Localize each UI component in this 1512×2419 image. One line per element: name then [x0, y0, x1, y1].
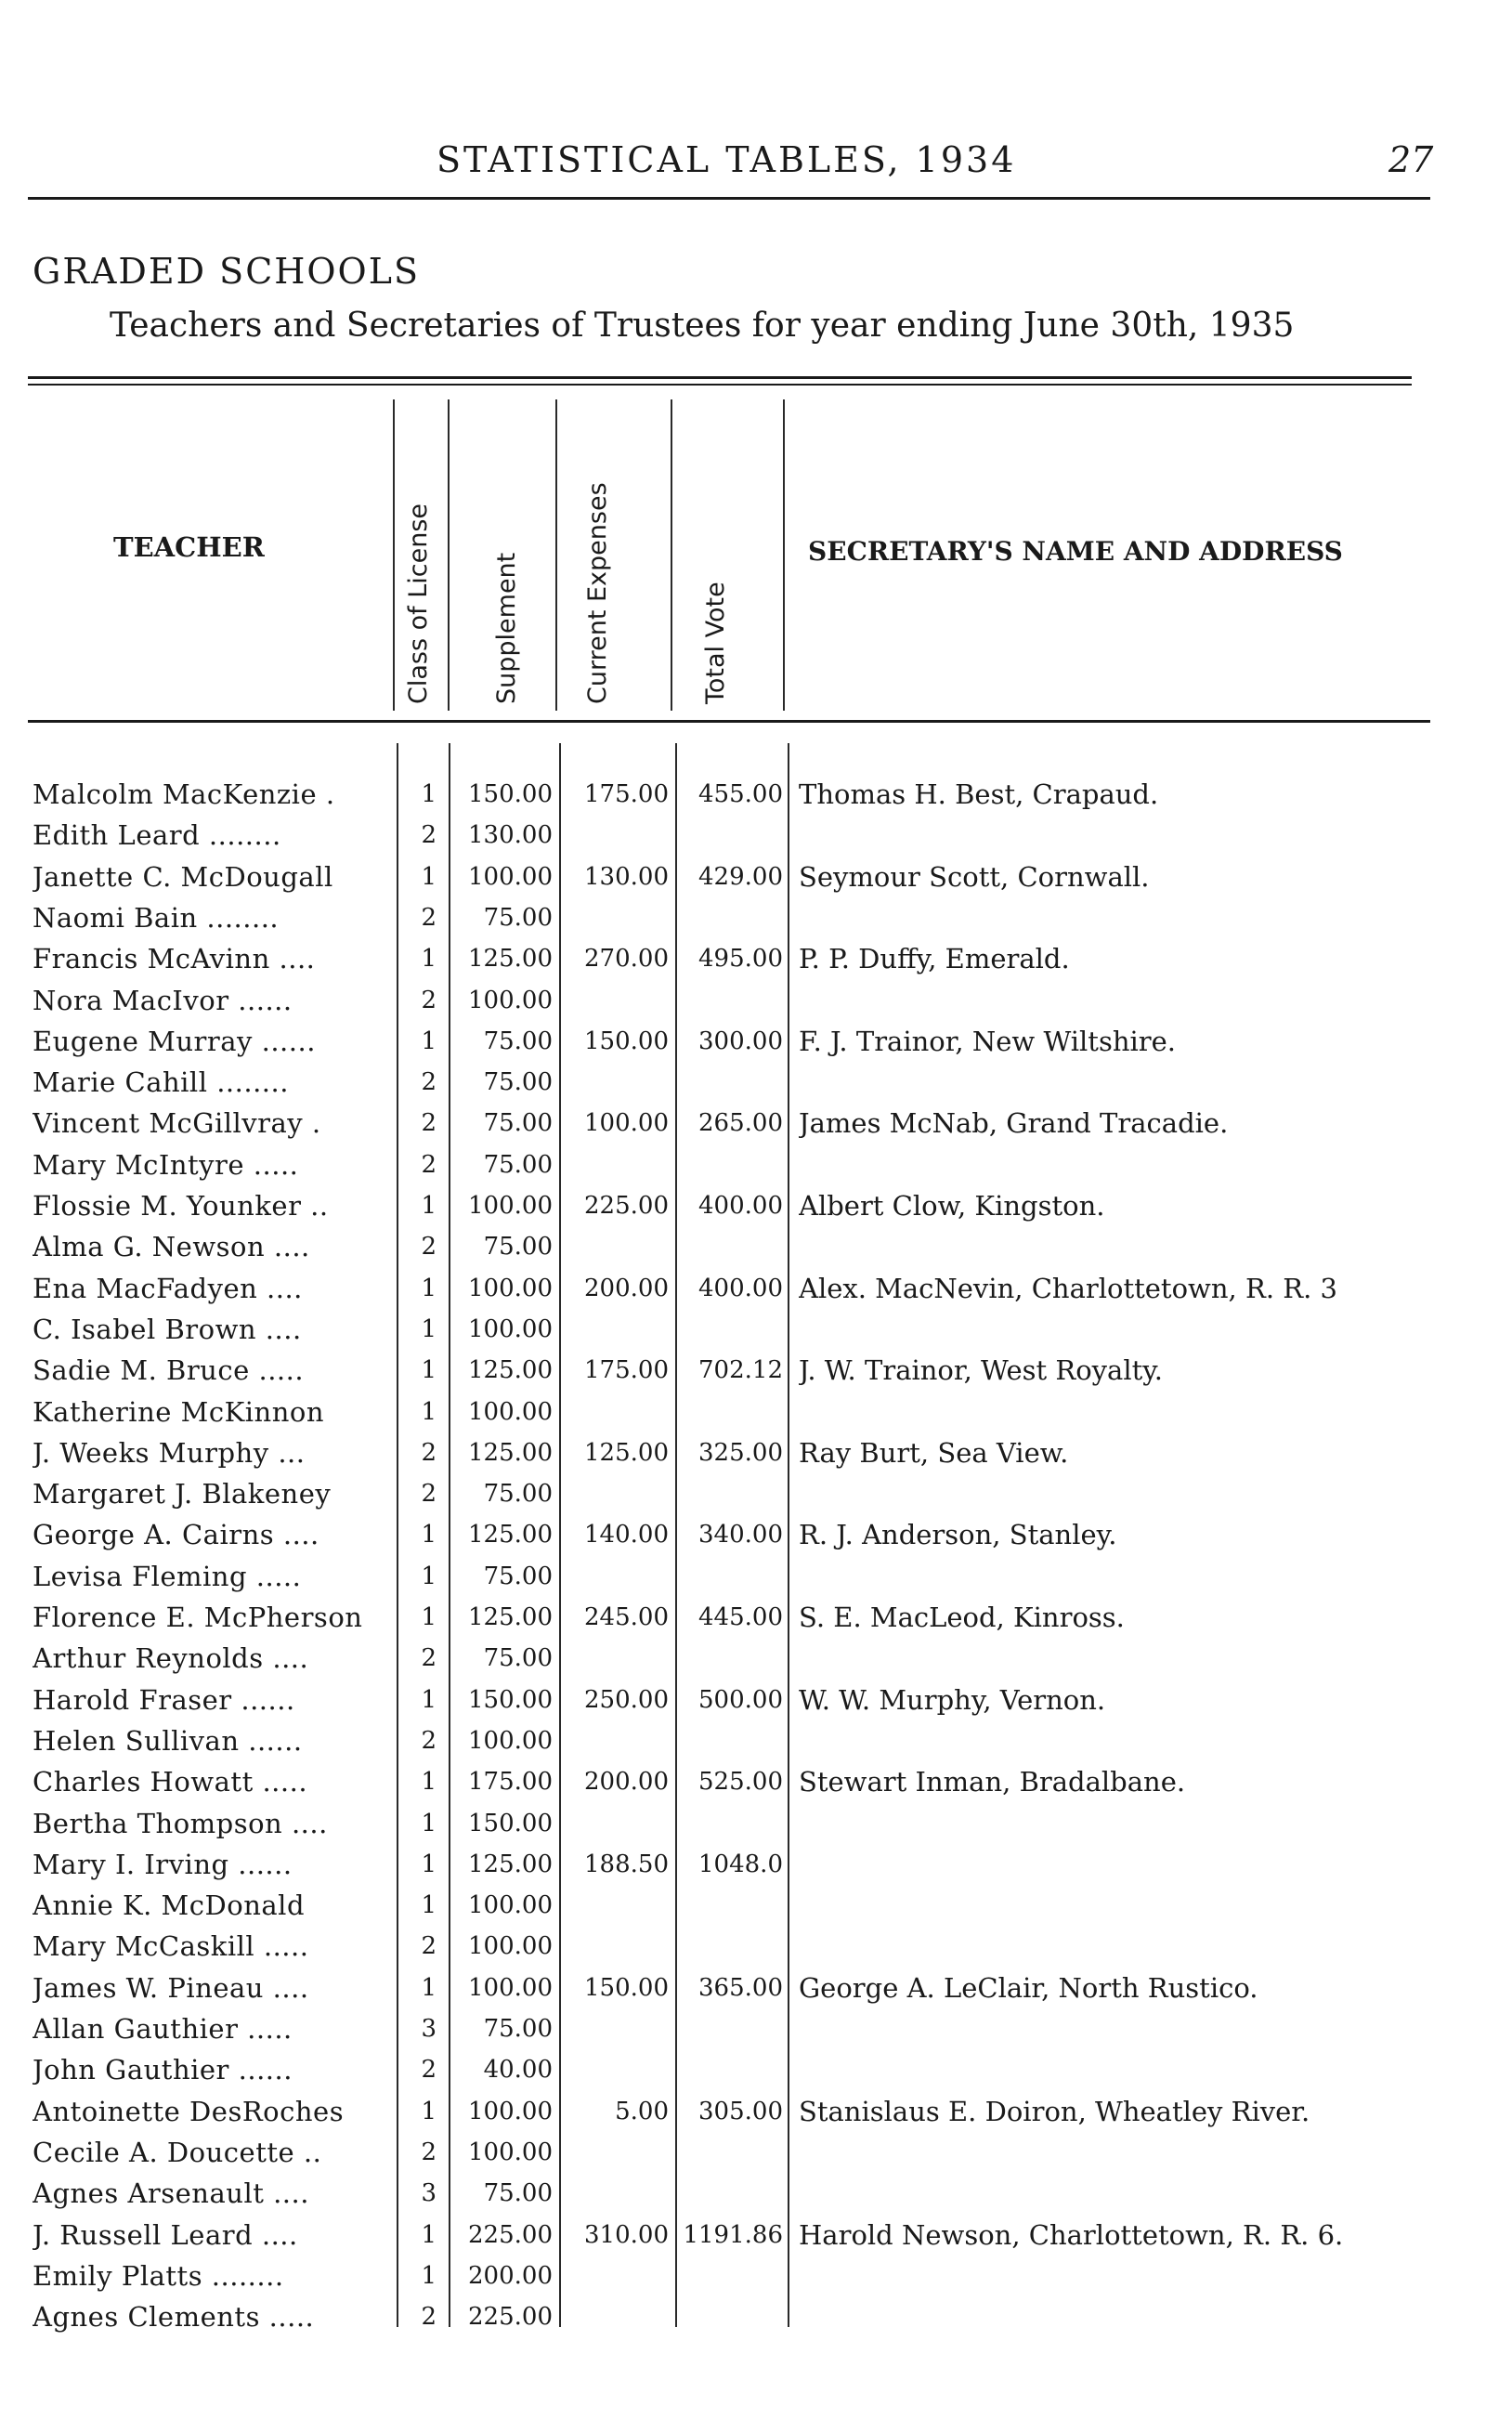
total-vote-amount: 300.00 [698, 1027, 783, 1055]
class-of-license: 1 [421, 1398, 437, 1426]
class-of-license: 2 [421, 1068, 437, 1096]
class-of-license: 1 [421, 1027, 437, 1055]
current-expenses-amount [567, 2051, 669, 2088]
total-vote-amount [683, 1928, 783, 1965]
class-of-license: 2 [421, 1727, 437, 1755]
current-expenses-amount: 150.00 [584, 1027, 669, 1055]
secretary-name-address [799, 1311, 1505, 1348]
supplement-amount: 75.00 [483, 1027, 553, 1055]
teacher-name: Agnes Arsenault .... [33, 2177, 309, 2209]
current-expenses-amount [567, 1805, 669, 1842]
header-bottom-rule [28, 720, 1430, 723]
total-vote-amount [683, 2051, 783, 2088]
secretary-name-address [799, 2051, 1505, 2088]
secretary-name-address: J. W. Trainor, West Royalty. [799, 1354, 1164, 1386]
class-of-license: 1 [421, 1974, 437, 2002]
supplement-amount: 175.00 [468, 1768, 553, 1796]
header-divider [783, 399, 785, 711]
supplement-amount: 100.00 [468, 1315, 553, 1343]
class-of-license: 1 [421, 1275, 437, 1302]
total-vote-amount [683, 2134, 783, 2171]
class-of-license: 2 [421, 2303, 437, 2331]
teacher-name: Antoinette DesRoches [33, 2096, 345, 2127]
current-expenses-amount: 175.00 [584, 780, 669, 808]
secretary-name-address [799, 1064, 1505, 1101]
supplement-amount: 100.00 [468, 1192, 553, 1220]
supplement-amount: 130.00 [468, 821, 553, 849]
supplement-amount: 100.00 [468, 1891, 553, 1919]
header-divider [555, 399, 557, 711]
secretary-name-address [799, 2134, 1505, 2171]
secretary-name-address [799, 1228, 1505, 1265]
header-divider [671, 399, 672, 711]
supplement-amount: 100.00 [468, 1398, 553, 1426]
teacher-name: Harold Fraser ...... [33, 1684, 295, 1716]
current-expenses-amount: 140.00 [584, 1521, 669, 1549]
secretary-name-address [799, 1722, 1505, 1759]
total-vote-amount: 305.00 [698, 2098, 783, 2125]
total-vote-amount: 445.00 [698, 1603, 783, 1631]
supplement-amount: 75.00 [483, 1068, 553, 1096]
current-expenses-amount: 200.00 [584, 1275, 669, 1302]
total-vote-amount: 495.00 [698, 945, 783, 973]
teacher-name: Allan Gauthier ..... [33, 2013, 293, 2045]
class-of-license: 1 [421, 1521, 437, 1549]
teacher-name: Janette C. McDougall [33, 861, 333, 893]
secretary-name-address [799, 1475, 1505, 1512]
secretary-name-address: Harold Newson, Charlottetown, R. R. 6. [799, 2219, 1344, 2251]
current-expenses-amount [567, 2257, 669, 2295]
column-divider [788, 743, 789, 2327]
current-expenses-amount: 100.00 [584, 1109, 669, 1137]
current-expenses-amount [567, 1228, 669, 1265]
current-expenses-amount [567, 1393, 669, 1431]
class-of-license: 1 [421, 1891, 437, 1919]
column-divider [449, 743, 450, 2327]
supplement-amount: 125.00 [468, 945, 553, 973]
teacher-name: Mary McIntyre ..... [33, 1149, 299, 1181]
total-vote-amount: 340.00 [698, 1521, 783, 1549]
supplement-amount: 150.00 [468, 1810, 553, 1837]
teacher-name: Alma G. Newson .... [33, 1231, 310, 1262]
secretary-name-address [799, 1846, 1505, 1883]
current-expenses-amount [567, 2134, 669, 2171]
teacher-name: C. Isabel Brown .... [33, 1314, 302, 1345]
total-vote-amount: 1048.0 [698, 1850, 783, 1878]
secretary-name-address: James McNab, Grand Tracadie. [799, 1107, 1229, 1139]
class-of-license: 1 [421, 780, 437, 808]
secretary-name-address [799, 817, 1505, 854]
running-title: STATISTICAL TABLES, 1934 [437, 139, 1017, 180]
class-of-license: 1 [421, 2098, 437, 2125]
class-of-license: 1 [421, 2221, 437, 2249]
secretary-name-address: W. W. Murphy, Vernon. [799, 1684, 1106, 1716]
class-of-license: 1 [421, 1686, 437, 1714]
class-of-license: 2 [421, 1480, 437, 1508]
secretary-column-header: SECRETARY'S NAME AND ADDRESS [808, 536, 1343, 567]
total-vote-amount [683, 982, 783, 1019]
current-expenses-amount: 245.00 [584, 1603, 669, 1631]
teacher-name: Annie K. McDonald [33, 1889, 306, 1921]
class-of-license: 2 [421, 1109, 437, 1137]
supplement-amount: 125.00 [468, 1356, 553, 1384]
supplement-amount: 225.00 [468, 2221, 553, 2249]
teacher-name: Flossie M. Younker .. [33, 1190, 329, 1222]
teacher-name: James W. Pineau .... [33, 1972, 309, 2004]
secretary-name-address [799, 899, 1505, 936]
supplement-amount: 40.00 [483, 2056, 553, 2084]
supplement-amount: 100.00 [468, 863, 553, 891]
supplement-amount: 125.00 [468, 1521, 553, 1549]
teacher-name: Naomi Bain ........ [33, 902, 280, 934]
total-vote-amount [683, 1558, 783, 1595]
supplement-amount: 100.00 [468, 1932, 553, 1960]
secretary-name-address: Thomas H. Best, Crapaud. [799, 778, 1159, 810]
supplement-amount: 75.00 [483, 1151, 553, 1179]
class-of-license: 2 [421, 987, 437, 1014]
section-title: GRADED SCHOOLS [33, 251, 420, 292]
total-vote-amount [683, 1805, 783, 1842]
current-expenses-amount [567, 1722, 669, 1759]
secretary-name-address [799, 2175, 1505, 2212]
class-of-license: 1 [421, 1563, 437, 1590]
total-vote-amount [683, 1311, 783, 1348]
current-expenses-amount [567, 1064, 669, 1101]
supplement-amount: 225.00 [468, 2303, 553, 2331]
total-vote-amount [683, 2257, 783, 2295]
class-of-license: 2 [421, 2056, 437, 2084]
supplement-amount: 75.00 [483, 2015, 553, 2043]
total-vote-amount: 500.00 [698, 1686, 783, 1714]
column-divider [397, 743, 398, 2327]
total-vote-amount [683, 1146, 783, 1183]
supplement-amount: 75.00 [483, 1109, 553, 1137]
total-vote-amount: 400.00 [698, 1275, 783, 1302]
class-of-license: 1 [421, 945, 437, 973]
header-divider [393, 399, 395, 711]
column-divider [559, 743, 561, 2327]
secretary-name-address [799, 2257, 1505, 2295]
total-vote-amount [683, 1722, 783, 1759]
current-expenses-amount [567, 817, 669, 854]
class-of-license: 2 [421, 1644, 437, 1672]
class-of-license: 2 [421, 1439, 437, 1467]
class-of-license: 1 [421, 1603, 437, 1631]
total-vote-amount [683, 1064, 783, 1101]
class-of-license: 1 [421, 1810, 437, 1837]
supplement-amount: 75.00 [483, 1233, 553, 1261]
supplement-amount: 150.00 [468, 1686, 553, 1714]
total-vote-amount: 702.12 [698, 1356, 783, 1384]
total-vote-amount [683, 817, 783, 854]
supplement-amount: 125.00 [468, 1850, 553, 1878]
secretary-name-address: F. J. Trainor, New Wiltshire. [799, 1026, 1177, 1057]
teacher-name: Vincent McGillvray . [33, 1107, 321, 1139]
supplement-amount: 75.00 [483, 1563, 553, 1590]
current-expenses-amount: 200.00 [584, 1768, 669, 1796]
secretary-name-address: George A. LeClair, North Rustico. [799, 1972, 1258, 2004]
supplement-amount: 100.00 [468, 1275, 553, 1302]
total-vote-amount: 365.00 [698, 1974, 783, 2002]
teacher-name: Agnes Clements ..... [33, 2301, 315, 2333]
teacher-name: Cecile A. Doucette .. [33, 2137, 322, 2168]
total-vote-amount: 325.00 [698, 1439, 783, 1467]
teacher-name: Marie Cahill ........ [33, 1066, 289, 1098]
class-of-license: 1 [421, 1315, 437, 1343]
secretary-name-address [799, 1887, 1505, 1924]
current-expenses-amount [567, 1887, 669, 1924]
teacher-name: Levisa Fleming ..... [33, 1561, 302, 1592]
teacher-name: Mary McCaskill ..... [33, 1930, 309, 1962]
total-vote-amount [683, 2175, 783, 2212]
total-vote-amount [683, 1393, 783, 1431]
supplement-amount: 75.00 [483, 1644, 553, 1672]
total-vote-amount: 455.00 [698, 780, 783, 808]
supplement-amount: 125.00 [468, 1603, 553, 1631]
supplement-amount: 100.00 [468, 2098, 553, 2125]
current-expenses-amount [567, 1928, 669, 1965]
current-expenses-amount: 250.00 [584, 1686, 669, 1714]
total-vote-amount [683, 2010, 783, 2047]
header-rule [28, 197, 1430, 200]
supplement-amount: 75.00 [483, 1480, 553, 1508]
teacher-name: Edith Leard ........ [33, 819, 281, 851]
supplement-header: Supplement [492, 552, 521, 704]
header-divider [448, 399, 450, 711]
table-top-rule-inner [28, 384, 1412, 386]
class-of-license: 2 [421, 1233, 437, 1261]
teacher-name: George A. Cairns .... [33, 1519, 319, 1550]
total-vote-amount [683, 1475, 783, 1512]
supplement-amount: 75.00 [483, 904, 553, 932]
supplement-amount: 100.00 [468, 987, 553, 1014]
total-vote-amount: 429.00 [698, 863, 783, 891]
column-divider [675, 743, 677, 2327]
teacher-name: J. Russell Leard .... [33, 2219, 298, 2251]
teacher-name: Helen Sullivan ...... [33, 1725, 303, 1757]
class-of-license: 2 [421, 1151, 437, 1179]
teacher-name: Ena MacFadyen .... [33, 1273, 303, 1304]
current-expenses-amount [567, 1311, 669, 1348]
current-expenses-amount [567, 2298, 669, 2335]
class-of-license: 2 [421, 2138, 437, 2166]
total-vote-amount: 525.00 [698, 1768, 783, 1796]
current-expenses-amount: 188.50 [584, 1850, 669, 1878]
class-of-license: 3 [421, 2015, 437, 2043]
current-expenses-amount: 310.00 [584, 2221, 669, 2249]
total-vote-amount [683, 2298, 783, 2335]
teacher-name: Malcolm MacKenzie . [33, 778, 335, 810]
current-expenses-amount [567, 1640, 669, 1677]
total-vote-amount: 265.00 [698, 1109, 783, 1137]
total-vote-header: Total Vote [701, 582, 730, 704]
current-expenses-header: Current Expenses [583, 482, 612, 704]
class-of-license: 2 [421, 904, 437, 932]
current-expenses-amount: 125.00 [584, 1439, 669, 1467]
current-expenses-amount [567, 982, 669, 1019]
teacher-name: Emily Platts ........ [33, 2260, 284, 2292]
class-of-license: 2 [421, 821, 437, 849]
supplement-amount: 200.00 [468, 2262, 553, 2290]
class-of-license: 1 [421, 2262, 437, 2290]
current-expenses-amount: 150.00 [584, 1974, 669, 2002]
secretary-name-address [799, 1393, 1505, 1431]
class-of-license: 1 [421, 1850, 437, 1878]
supplement-amount: 75.00 [483, 2179, 553, 2207]
section-subtitle: Teachers and Secretaries of Trustees for year ending June 30th, 1935 [110, 307, 1295, 345]
teacher-name: Eugene Murray ...... [33, 1026, 316, 1057]
secretary-name-address [799, 2010, 1505, 2047]
supplement-amount: 100.00 [468, 2138, 553, 2166]
page-number: 27 [1388, 139, 1434, 180]
current-expenses-amount: 175.00 [584, 1356, 669, 1384]
supplement-amount: 150.00 [468, 780, 553, 808]
secretary-name-address [799, 1928, 1505, 1965]
secretary-name-address: R. J. Anderson, Stanley. [799, 1519, 1117, 1550]
current-expenses-amount [567, 1146, 669, 1183]
current-expenses-amount: 225.00 [584, 1192, 669, 1220]
secretary-name-address [799, 1640, 1505, 1677]
teacher-name: Francis McAvinn .... [33, 943, 316, 974]
teacher-name: J. Weeks Murphy ... [33, 1437, 306, 1469]
current-expenses-amount: 270.00 [584, 945, 669, 973]
total-vote-amount [683, 899, 783, 936]
teacher-name: Charles Howatt ..... [33, 1766, 308, 1798]
current-expenses-amount [567, 2175, 669, 2212]
supplement-amount: 100.00 [468, 1974, 553, 2002]
teacher-name: Katherine McKinnon [33, 1396, 325, 1428]
teacher-name: Bertha Thompson .... [33, 1808, 328, 1839]
class-of-license-header: Class of License [404, 503, 433, 704]
current-expenses-amount: 5.00 [615, 2098, 669, 2125]
secretary-name-address [799, 2298, 1505, 2335]
teacher-name: Mary I. Irving ...... [33, 1849, 293, 1880]
class-of-license: 2 [421, 1932, 437, 1960]
class-of-license: 1 [421, 1356, 437, 1384]
teacher-name: Margaret J. Blakeney [33, 1478, 332, 1510]
class-of-license: 3 [421, 2179, 437, 2207]
current-expenses-amount [567, 1475, 669, 1512]
class-of-license: 1 [421, 1768, 437, 1796]
teacher-name: John Gauthier ...... [33, 2054, 293, 2086]
total-vote-amount [683, 1887, 783, 1924]
total-vote-amount [683, 1228, 783, 1265]
current-expenses-amount [567, 899, 669, 936]
supplement-amount: 100.00 [468, 1727, 553, 1755]
supplement-amount: 125.00 [468, 1439, 553, 1467]
secretary-name-address [799, 1146, 1505, 1183]
secretary-name-address: Albert Clow, Kingston. [799, 1190, 1105, 1222]
secretary-name-address [799, 1558, 1505, 1595]
teacher-name: Sadie M. Bruce ..... [33, 1354, 305, 1386]
teacher-name: Florence E. McPherson [33, 1602, 363, 1633]
total-vote-amount: 400.00 [698, 1192, 783, 1220]
secretary-name-address [799, 1805, 1505, 1842]
secretary-name-address: P. P. Duffy, Emerald. [799, 943, 1070, 974]
current-expenses-amount [567, 1558, 669, 1595]
secretary-name-address: Stewart Inman, Bradalbane. [799, 1766, 1186, 1798]
class-of-license: 1 [421, 1192, 437, 1220]
total-vote-amount [683, 1640, 783, 1677]
class-of-license: 1 [421, 863, 437, 891]
teacher-column-header: TEACHER [113, 531, 265, 563]
secretary-name-address: S. E. MacLeod, Kinross. [799, 1602, 1125, 1633]
secretary-name-address: Stanislaus E. Doiron, Wheatley River. [799, 2096, 1310, 2127]
teacher-name: Nora MacIvor ...... [33, 985, 293, 1016]
current-expenses-amount [567, 2010, 669, 2047]
secretary-name-address: Ray Burt, Sea View. [799, 1437, 1069, 1469]
current-expenses-amount: 130.00 [584, 863, 669, 891]
secretary-name-address: Alex. MacNevin, Charlottetown, R. R. 3 [799, 1273, 1337, 1304]
secretary-name-address: Seymour Scott, Cornwall. [799, 861, 1150, 893]
teacher-name: Arthur Reynolds .... [33, 1642, 309, 1674]
table-top-rule [28, 376, 1412, 379]
secretary-name-address [799, 982, 1505, 1019]
total-vote-amount: 1191.86 [683, 2221, 783, 2249]
